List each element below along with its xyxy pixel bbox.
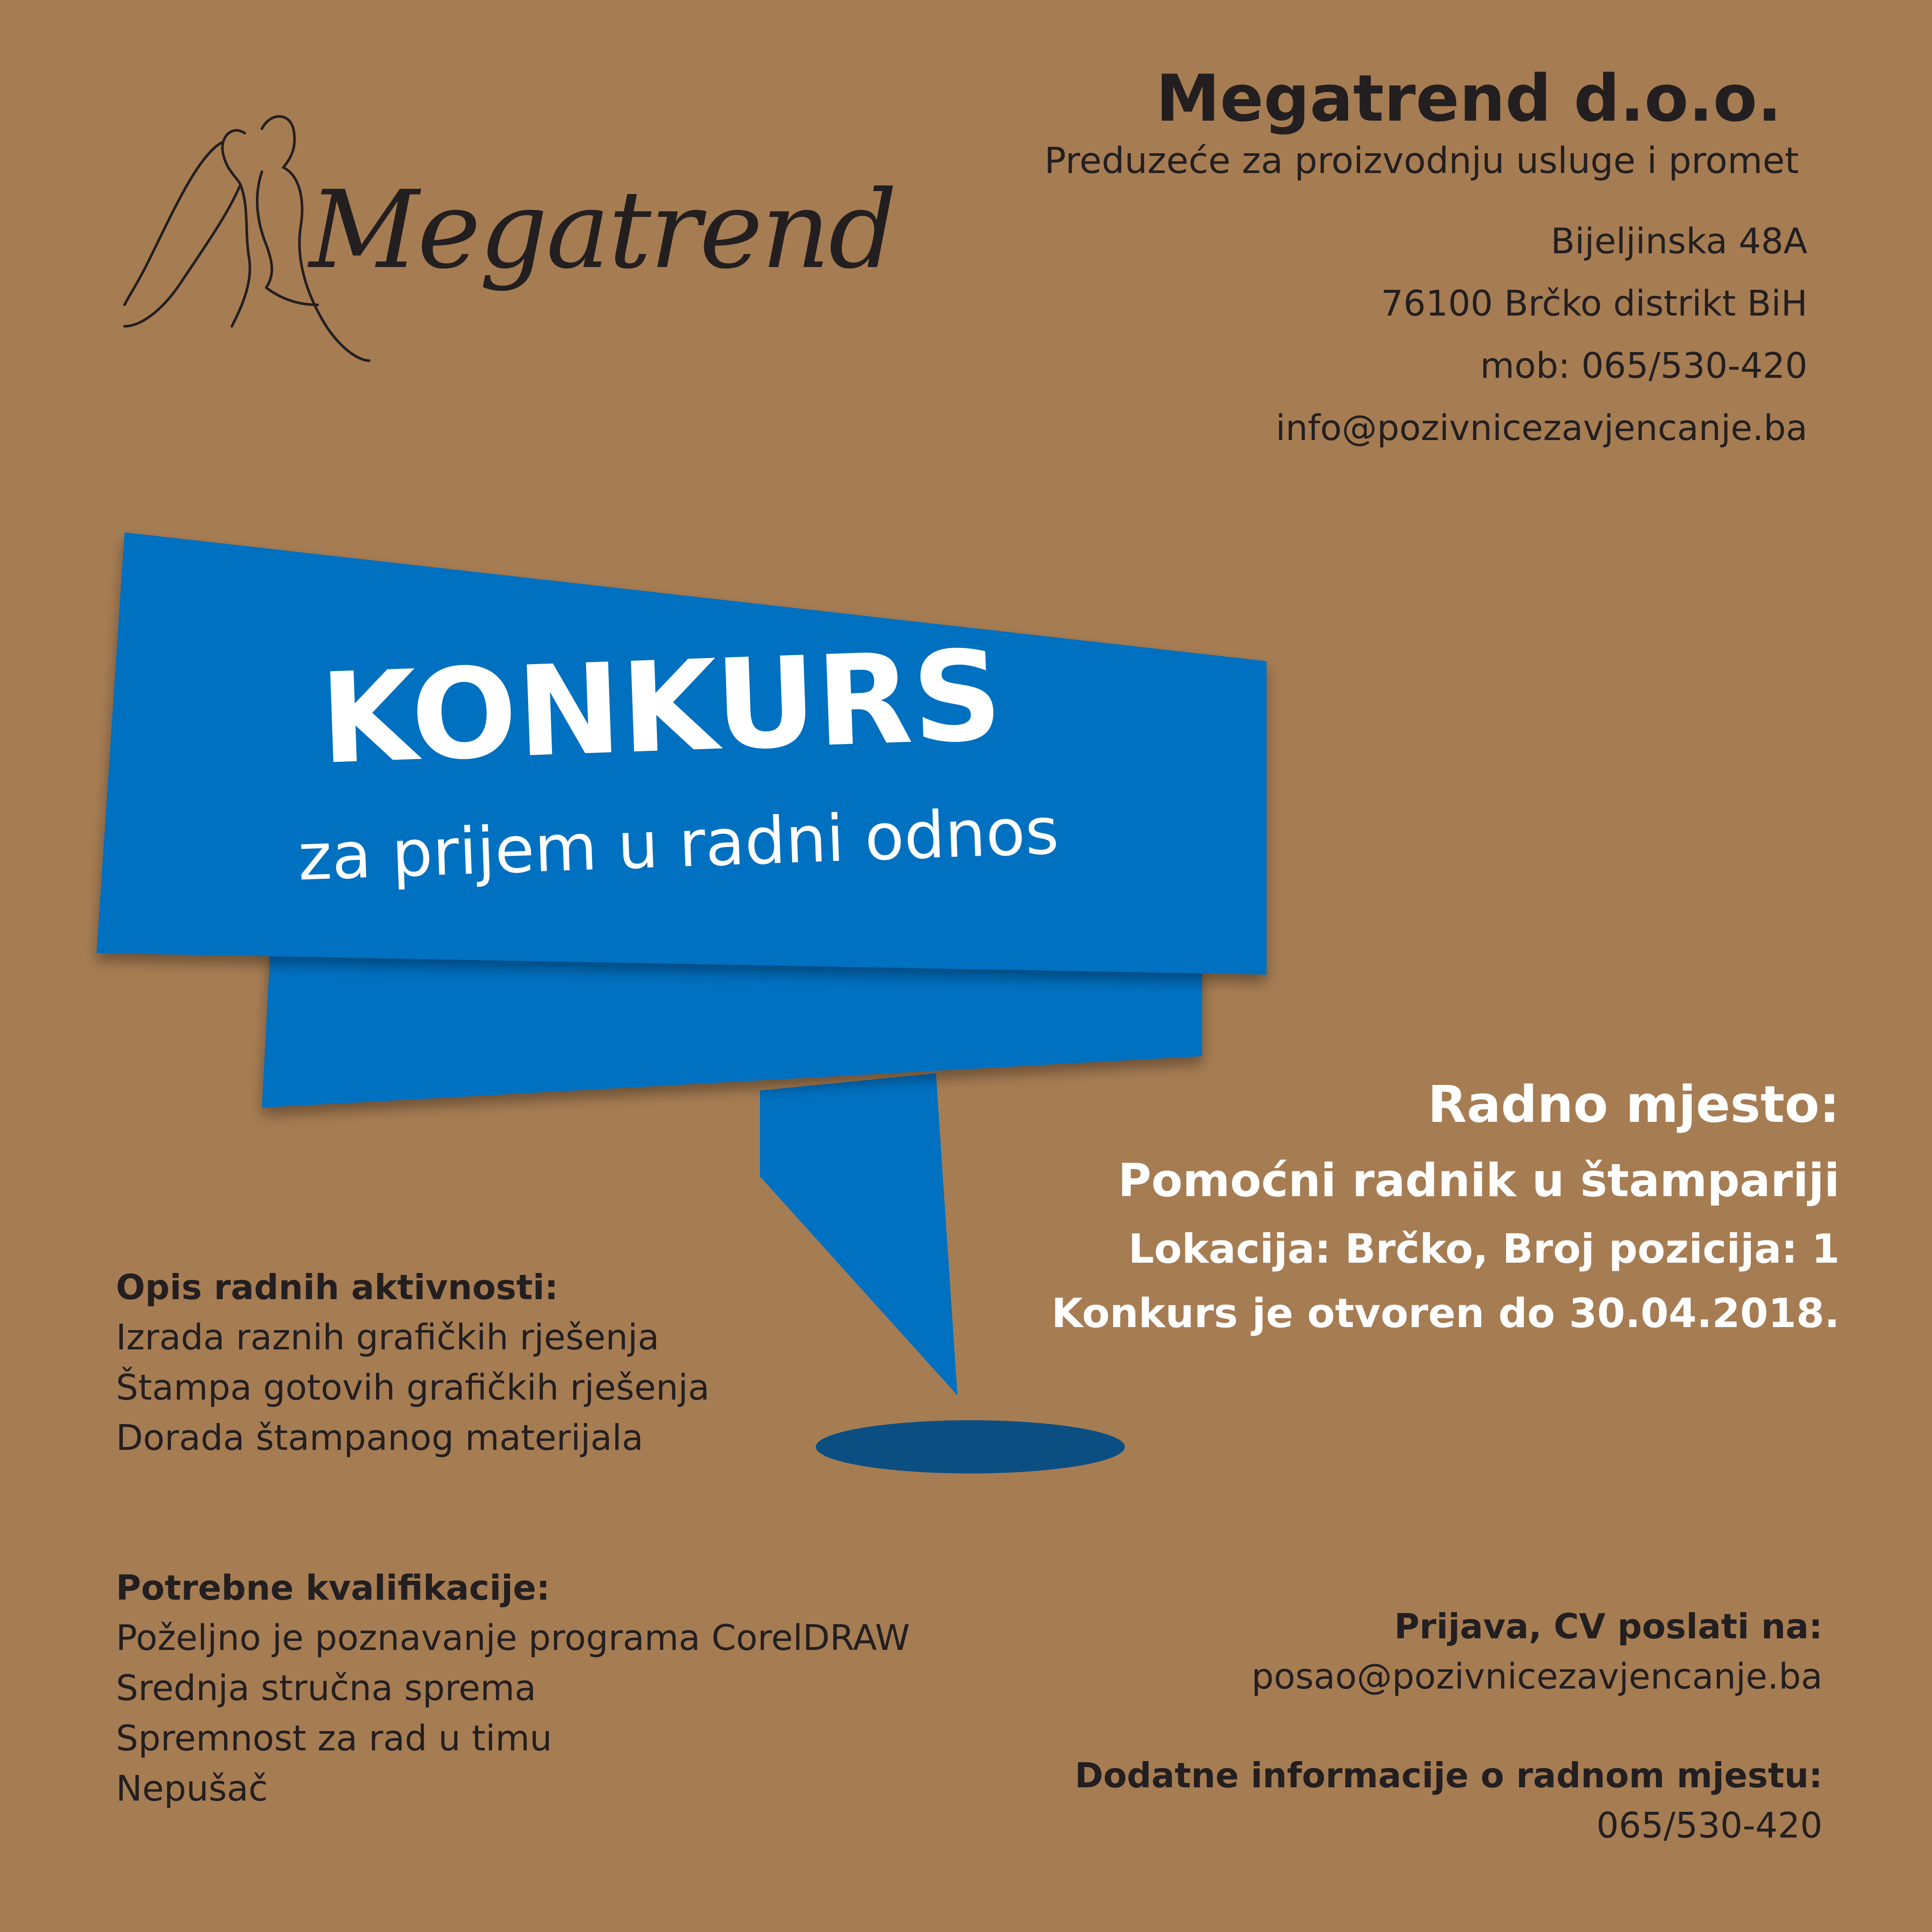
activities-section — [116, 1262, 710, 1463]
apply-section — [1075, 1601, 1823, 1851]
list-item: Dorada štampanog materijala — [116, 1418, 644, 1458]
info-heading: Dodatne informacije o radnom mjestu: — [1075, 1756, 1823, 1795]
address-street: Bijeljinska 48A — [1550, 221, 1807, 262]
address-city: 76100 Brčko distrikt BiH — [1381, 283, 1807, 324]
list-item: Poželjno je poznavanje programa CorelDRAW — [116, 1618, 910, 1659]
company-name: Megatrend d.o.o. — [1156, 61, 1782, 136]
banner-tail — [760, 1073, 957, 1395]
job-heading: Radno mjesto: — [1428, 1075, 1840, 1134]
info-phone: 065/530-420 — [1596, 1805, 1823, 1846]
list-item: Izrada raznih grafičkih rješenja — [116, 1317, 659, 1358]
job-deadline: Konkurs je otvoren do 30.04.2018. — [1051, 1290, 1840, 1337]
spacer — [1075, 1702, 1823, 1750]
banner-title: KONKURS — [318, 623, 1005, 792]
phone-number: mob: 065/530-420 — [1480, 346, 1807, 386]
list-item: Srednja stručna sprema — [116, 1668, 536, 1709]
contact-email: info@pozivnicezavjencanje.ba — [1276, 408, 1807, 449]
activities-heading: Opis radnih aktivnosti: — [116, 1267, 559, 1307]
list-item: Nepušač — [116, 1768, 268, 1809]
company-tagline: Preduzeće za proizvodnju usluge i promet — [1044, 140, 1799, 182]
banner-subtitle: za prijem u radni odnos — [297, 794, 1060, 895]
list-item: Spremnost za rad u timu — [116, 1718, 552, 1759]
qualifications-heading: Potrebne kvalifikacije: — [116, 1568, 550, 1608]
qualifications-section — [116, 1563, 910, 1814]
job-location: Lokacija: Brčko, Broj pozicija: 1 — [1128, 1226, 1840, 1273]
list-item: Štampa gotovih grafičkih rješenja — [116, 1367, 710, 1408]
logo-wordmark: Megatrend — [309, 167, 896, 292]
job-position: Pomoćni radnik u štampariji — [1118, 1154, 1840, 1207]
job-details — [1051, 1065, 1840, 1346]
apply-heading: Prijava, CV poslati na: — [1394, 1607, 1823, 1646]
banner-base-ellipse — [816, 1420, 1125, 1473]
apply-email: posao@pozivnicezavjencanje.ba — [1251, 1656, 1823, 1697]
